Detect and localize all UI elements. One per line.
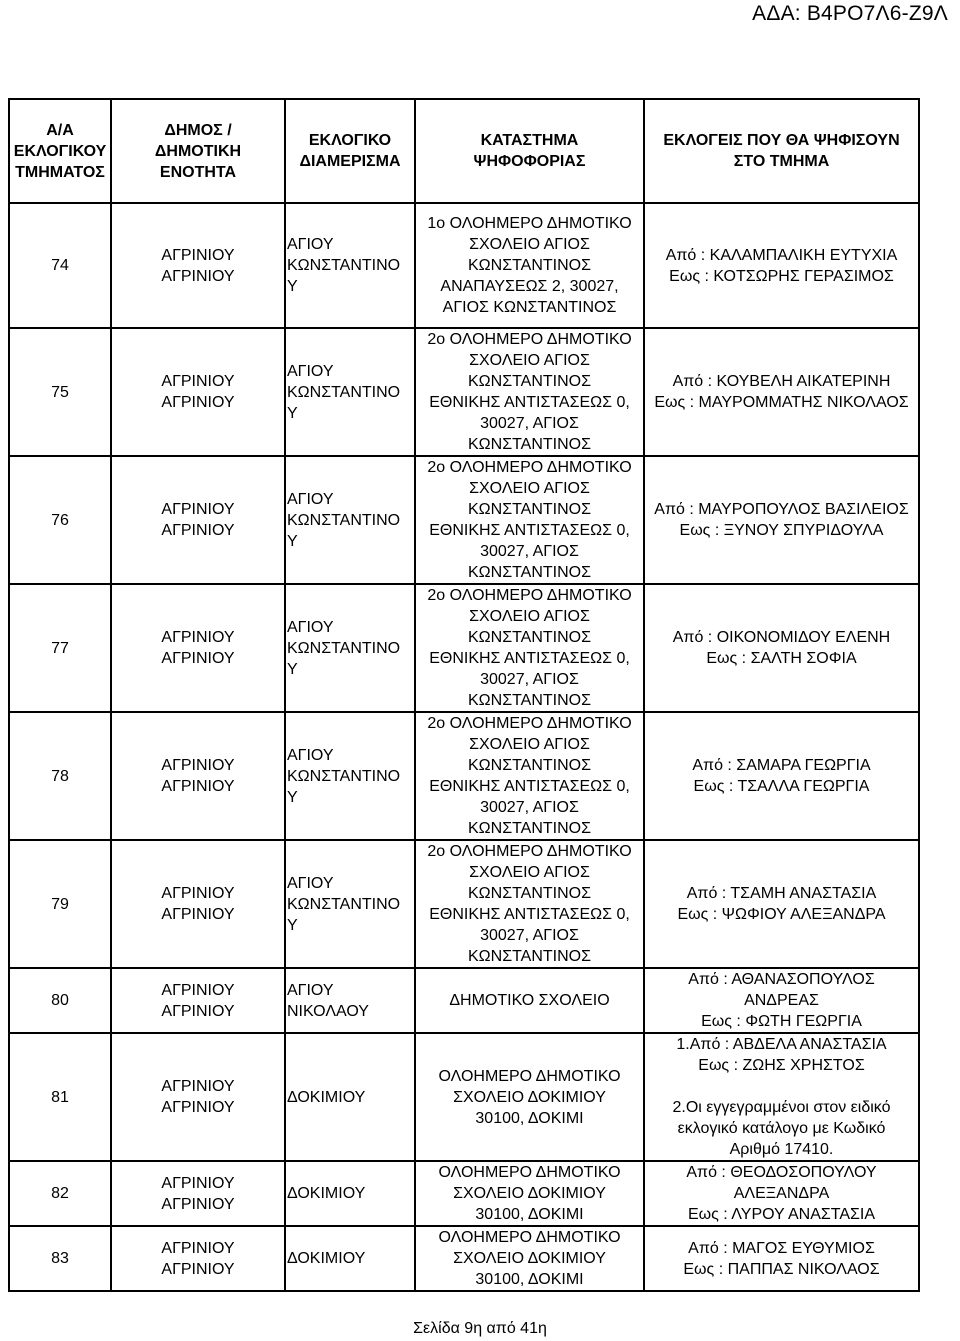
voters-range-cell: [644, 1033, 919, 1161]
table-row: [9, 456, 919, 584]
district-cell-line: ΑΓΙΟΥ: [287, 874, 334, 892]
voters-range-cell: [644, 1226, 919, 1291]
district-cell-line: ΝΙΚΟΛΑΟΥ: [287, 1002, 369, 1020]
table-row: [9, 840, 919, 968]
polling-station-cell-line: ΟΛΟΗΜΕΡΟ ΔΗΜΟΤΙΚΟ: [438, 1067, 621, 1085]
voters-range-cell-line: Από : ΟΙΚΟΝΟΜΙΔΟΥ ΕΛΕΝΗ: [672, 629, 891, 646]
polling-station-cell-line: ΣΧΟΛΕΙΟ ΔΟΚΙΜΙΟΥ: [453, 1088, 606, 1106]
municipality-cell-line: ΑΓΡΙΝΙΟΥ: [161, 629, 235, 646]
district-cell-line: ΑΓΙΟΥ: [287, 981, 334, 999]
polling-station-cell: [415, 840, 644, 968]
polling-station-cell-line: ΚΩΝΣΤΑΝΤΙΝΟΣ: [468, 564, 591, 581]
district-cell-line: ΑΓΙΟΥ: [287, 618, 334, 636]
polling-station-cell-line: ΕΘΝΙΚΗΣ ΑΝΤΙΣΤΑΣΕΩΣ 0,: [429, 778, 630, 795]
header-municipality: ΔΗΜΟΣ / ΔΗΜΟΤΙΚΗ ΕΝΟΤΗΤΑ: [111, 99, 285, 203]
polling-station-cell: [415, 712, 644, 840]
polling-station-cell-line: ΚΩΝΣΤΑΝΤΙΝΟΣ: [468, 820, 591, 837]
voters-range-cell-line: Εως : ΤΣΑΛΛΑ ΓΕΩΡΓΙΑ: [693, 778, 870, 795]
municipality-cell-line: ΑΓΡΙΝΙΟΥ: [161, 650, 235, 667]
section-number: 74: [9, 203, 111, 328]
section-number: 76: [9, 456, 111, 584]
voters-range-cell-line: Εως : ΖΩΗΣ ΧΡΗΣΤΟΣ: [698, 1057, 865, 1074]
voters-range-cell-line: Εως : ΠΑΠΠΑΣ ΝΙΚΟΛΑΟΣ: [683, 1260, 880, 1278]
district-cell-line: Υ: [287, 532, 298, 550]
polling-station-cell: [415, 1033, 644, 1161]
voters-range-cell-line: Εως : ΞΥΝΟΥ ΣΠΥΡΙΔΟΥΛΑ: [679, 522, 884, 539]
polling-station-cell-line: 30027, ΑΓΙΟΣ: [480, 415, 579, 432]
header-section-number: Α/Α ΕΚΛΟΓΙΚΟΥ ΤΜΗΜΑΤΟΣ: [9, 99, 111, 203]
header-district: ΕΚΛΟΓΙΚΟ ΔΙΑΜΕΡΙΣΜΑ: [285, 99, 415, 203]
section-number: 83: [9, 1226, 111, 1291]
district-cell: [285, 203, 415, 328]
municipality-cell-line: ΑΓΡΙΝΙΟΥ: [161, 522, 235, 539]
polling-station-cell-line: 2ο ΟΛΟΗΜΕΡΟ ΔΗΜΟΤΙΚΟ: [427, 587, 632, 604]
municipality-cell: [111, 712, 285, 840]
polling-station-cell-line: ΑΓΙΟΣ ΚΩΝΣΤΑΝΤΙΝΟΣ: [442, 299, 617, 316]
polling-station-cell-line: ΚΩΝΣΤΑΝΤΙΝΟΣ: [468, 257, 591, 274]
header-voters: ΕΚΛΟΓΕΙΣ ΠΟΥ ΘΑ ΨΗΦΙΣΟΥΝ ΣΤΟ ΤΜΗΜΑ: [644, 99, 919, 203]
district-cell-line: ΑΓΙΟΥ: [287, 236, 334, 253]
voters-range-cell-line: Από : ΤΣΑΜΗ ΑΝΑΣΤΑΣΙΑ: [686, 885, 877, 902]
voters-range-cell: [644, 968, 919, 1033]
polling-station-cell-line: 30027, ΑΓΙΟΣ: [480, 671, 579, 688]
polling-station-cell-line: ΣΧΟΛΕΙΟ ΑΓΙΟΣ: [469, 352, 590, 369]
voters-range-cell-line: Εως : ΣΑΛΤΗ ΣΟΦΙΑ: [706, 650, 857, 667]
district-cell: [285, 712, 415, 840]
district-cell-line: ΚΩΝΣΤΑΝΤΙΝΟ: [287, 767, 401, 785]
municipality-cell: [111, 840, 285, 968]
municipality-cell-line: ΑΓΡΙΝΙΟΥ: [161, 981, 235, 999]
district-cell-line: ΔΟΚΙΜΙΟΥ: [287, 1088, 366, 1106]
municipality-cell-line: ΑΓΡΙΝΙΟΥ: [161, 373, 235, 390]
ada-code: ΑΔΑ: Β4ΡΟ7Λ6-Ζ9Λ: [752, 2, 948, 25]
voters-range-cell-line: Από : ΣΑΜΑΡΑ ΓΕΩΡΓΙΑ: [692, 757, 871, 774]
page-footer: Σελίδα 9η από 41η: [413, 1320, 547, 1337]
voters-range-cell: [644, 1161, 919, 1226]
polling-station-cell-line: ΚΩΝΣΤΑΝΤΙΝΟΣ: [468, 501, 591, 518]
municipality-cell-line: ΑΓΡΙΝΙΟΥ: [161, 885, 235, 902]
district-cell: [285, 456, 415, 584]
polling-station-cell: [415, 1161, 644, 1226]
district-cell-line: ΚΩΝΣΤΑΝΤΙΝΟ: [287, 511, 401, 529]
municipality-cell: [111, 328, 285, 456]
table-row: [9, 203, 919, 328]
voters-range-cell-line: [646, 1076, 917, 1097]
polling-station-cell-line: ΚΩΝΣΤΑΝΤΙΝΟΣ: [468, 757, 591, 774]
municipality-cell: [111, 203, 285, 328]
district-cell: [285, 328, 415, 456]
municipality-cell: [111, 584, 285, 712]
voters-range-cell-line: Από : ΑΘΑΝΑΣΟΠΟΥΛΟΣ: [688, 971, 875, 988]
polling-station-cell-line: ΕΘΝΙΚΗΣ ΑΝΤΙΣΤΑΣΕΩΣ 0,: [429, 906, 630, 923]
municipality-cell: [111, 1226, 285, 1291]
section-number: 75: [9, 328, 111, 456]
municipality-cell: [111, 968, 285, 1033]
voters-range-cell: [644, 328, 919, 456]
voters-range-cell-line: 1.Από : ΑΒΔΕΛΑ ΑΝΑΣΤΑΣΙΑ: [676, 1036, 887, 1053]
voters-range-cell-line: Εως : ΨΩΦΙΟΥ ΑΛΕΞΑΝΔΡΑ: [677, 906, 886, 923]
section-number: 77: [9, 584, 111, 712]
table-row: [9, 1226, 919, 1291]
district-cell-line: ΔΟΚΙΜΙΟΥ: [287, 1185, 366, 1202]
section-number: 82: [9, 1161, 111, 1226]
voters-range-cell-line: Από : ΜΑΓΟΣ ΕΥΘΥΜΙΟΣ: [688, 1239, 875, 1257]
polling-station-cell-line: 30100, ΔΟΚΙΜΙ: [475, 1271, 584, 1288]
polling-station-cell: [415, 1226, 644, 1291]
municipality-cell-line: ΑΓΡΙΝΙΟΥ: [161, 1174, 235, 1192]
municipality-cell-line: ΑΓΡΙΝΙΟΥ: [161, 1195, 235, 1213]
voters-range-cell: [644, 840, 919, 968]
municipality-cell: [111, 456, 285, 584]
polling-station-cell-line: 30027, ΑΓΙΟΣ: [480, 543, 579, 560]
district-cell-line: ΑΓΙΟΥ: [287, 490, 334, 508]
district-cell-line: Υ: [287, 404, 298, 422]
municipality-cell-line: ΑΓΡΙΝΙΟΥ: [161, 757, 235, 774]
polling-station-cell-line: 2ο ΟΛΟΗΜΕΡΟ ΔΗΜΟΤΙΚΟ: [427, 459, 632, 476]
voters-range-cell-line: Εως : ΛΥΡΟΥ ΑΝΑΣΤΑΣΙΑ: [687, 1206, 876, 1223]
polling-station-cell: [415, 456, 644, 584]
polling-station-cell-line: ΚΩΝΣΤΑΝΤΙΝΟΣ: [468, 629, 591, 646]
district-cell-line: ΚΩΝΣΤΑΝΤΙΝΟ: [287, 895, 401, 913]
district-cell-line: Υ: [287, 916, 298, 934]
voters-range-cell-line: 2.Οι εγγεγραμμένοι στον ειδικό: [672, 1099, 891, 1116]
municipality-cell-line: ΑΓΡΙΝΙΟΥ: [161, 1099, 235, 1116]
district-cell: [285, 968, 415, 1033]
section-number: 80: [9, 968, 111, 1033]
district-cell-line: Υ: [287, 788, 298, 806]
polling-station-cell: [415, 584, 644, 712]
district-cell: [285, 1161, 415, 1226]
voters-range-cell-line: Αριθμό 17410.: [729, 1141, 834, 1158]
table-row: [9, 968, 919, 1033]
district-cell-line: Υ: [287, 660, 298, 678]
district-cell-line: ΚΩΝΣΤΑΝΤΙΝΟ: [287, 383, 401, 401]
voters-range-cell-line: Εως : ΚΟΤΣΩΡΗΣ ΓΕΡΑΣΙΜΟΣ: [669, 267, 894, 285]
polling-station-cell-line: ΕΘΝΙΚΗΣ ΑΝΤΙΣΤΑΣΕΩΣ 0,: [429, 522, 630, 539]
polling-station-cell-line: ΚΩΝΣΤΑΝΤΙΝΟΣ: [468, 436, 591, 453]
polling-station-cell-line: ΚΩΝΣΤΑΝΤΙΝΟΣ: [468, 373, 591, 390]
table-row: [9, 1033, 919, 1161]
municipality-cell-line: ΑΓΡΙΝΙΟΥ: [161, 267, 235, 285]
municipality-cell-line: ΑΓΡΙΝΙΟΥ: [161, 501, 235, 518]
polling-station-cell-line: 30027, ΑΓΙΟΣ: [480, 799, 579, 816]
section-number: 78: [9, 712, 111, 840]
municipality-cell: [111, 1161, 285, 1226]
voters-range-cell-line: Από : ΚΟΥΒΕΛΗ ΑΙΚΑΤΕΡΙΝΗ: [672, 373, 891, 390]
voters-range-cell: [644, 712, 919, 840]
voters-range-cell-line: εκλογικό κατάλογο με Κωδικό: [677, 1120, 886, 1137]
polling-station-cell-line: 30100, ΔΟΚΙΜΙ: [475, 1206, 584, 1223]
table-row: [9, 328, 919, 456]
voters-range-cell: [644, 203, 919, 328]
polling-station-cell: [415, 968, 644, 1033]
district-cell: [285, 584, 415, 712]
polling-station-cell-line: ΔΗΜΟΤΙΚΟ ΣΧΟΛΕΙΟ: [449, 992, 610, 1009]
district-cell-line: ΑΓΙΟΥ: [287, 746, 334, 764]
polling-station-cell-line: ΣΧΟΛΕΙΟ ΑΓΙΟΣ: [469, 236, 590, 253]
polling-station-cell-line: ΣΧΟΛΕΙΟ ΑΓΙΟΣ: [469, 608, 590, 625]
municipality-cell-line: ΑΓΡΙΝΙΟΥ: [161, 1260, 235, 1278]
district-cell: [285, 1226, 415, 1291]
header-polling-station: ΚΑΤΑΣΤΗΜΑ ΨΗΦΟΦΟΡΙΑΣ: [415, 99, 644, 203]
header-row: [9, 99, 919, 203]
polling-station-cell-line: ΕΘΝΙΚΗΣ ΑΝΤΙΣΤΑΣΕΩΣ 0,: [429, 650, 630, 667]
municipality-cell-line: ΑΓΡΙΝΙΟΥ: [161, 246, 235, 264]
section-number: 81: [9, 1033, 111, 1161]
polling-station-cell-line: ΑΝΑΠΑΥΣΕΩΣ 2, 30027,: [440, 278, 619, 295]
polling-station-cell-line: ΟΛΟΗΜΕΡΟ ΔΗΜΟΤΙΚΟ: [438, 1229, 621, 1246]
voters-range-cell-line: Από : ΘΕΟΔΟΣΟΠΟΥΛΟΥ: [686, 1164, 877, 1181]
polling-station-cell-line: ΣΧΟΛΕΙΟ ΔΟΚΙΜΙΟΥ: [453, 1185, 606, 1202]
polling-stations-table: [8, 98, 920, 1292]
municipality-cell-line: ΑΓΡΙΝΙΟΥ: [161, 394, 235, 411]
district-cell: [285, 1033, 415, 1161]
polling-station-cell-line: ΣΧΟΛΕΙΟ ΑΓΙΟΣ: [469, 736, 590, 753]
district-cell-line: ΚΩΝΣΤΑΝΤΙΝΟ: [287, 257, 401, 274]
table-row: [9, 1161, 919, 1226]
district-cell-line: Υ: [287, 278, 298, 295]
voters-range-cell: [644, 456, 919, 584]
table-row: [9, 584, 919, 712]
district-cell-line: ΚΩΝΣΤΑΝΤΙΝΟ: [287, 639, 401, 657]
municipality-cell: [111, 1033, 285, 1161]
municipality-cell-line: ΑΓΡΙΝΙΟΥ: [161, 1239, 235, 1257]
polling-station-cell-line: ΚΩΝΣΤΑΝΤΙΝΟΣ: [468, 948, 591, 965]
district-cell-line: ΔΟΚΙΜΙΟΥ: [287, 1250, 366, 1267]
voters-range-cell-line: Εως : ΜΑΥΡΟΜΜΑΤΗΣ ΝΙΚΟΛΑΟΣ: [654, 394, 909, 411]
voters-range-cell-line: ΑΛΕΞΑΝΔΡΑ: [733, 1185, 830, 1202]
district-cell-line: ΑΓΙΟΥ: [287, 362, 334, 380]
municipality-cell-line: ΑΓΡΙΝΙΟΥ: [161, 1078, 235, 1095]
polling-station-cell-line: ΣΧΟΛΕΙΟ ΑΓΙΟΣ: [469, 480, 590, 497]
municipality-cell-line: ΑΓΡΙΝΙΟΥ: [161, 1002, 235, 1020]
voters-range-cell-line: Εως : ΦΩΤΗ ΓΕΩΡΓΙΑ: [701, 1013, 862, 1030]
polling-station-cell-line: ΣΧΟΛΕΙΟ ΔΟΚΙΜΙΟΥ: [453, 1250, 606, 1267]
polling-station-cell: [415, 203, 644, 328]
municipality-cell-line: ΑΓΡΙΝΙΟΥ: [161, 906, 235, 923]
district-cell: [285, 840, 415, 968]
voters-range-cell-line: Από : ΜΑΥΡΟΠΟΥΛΟΣ ΒΑΣΙΛΕΙΟΣ: [654, 501, 909, 518]
table-row: [9, 712, 919, 840]
voters-range-cell-line: ΑΝΔΡΕΑΣ: [744, 992, 819, 1009]
polling-station-cell-line: ΚΩΝΣΤΑΝΤΙΝΟΣ: [468, 692, 591, 709]
polling-station-cell-line: 2ο ΟΛΟΗΜΕΡΟ ΔΗΜΟΤΙΚΟ: [427, 843, 632, 860]
polling-station-cell-line: ΚΩΝΣΤΑΝΤΙΝΟΣ: [468, 885, 591, 902]
polling-station-cell-line: ΣΧΟΛΕΙΟ ΑΓΙΟΣ: [469, 864, 590, 881]
polling-station-cell-line: ΕΘΝΙΚΗΣ ΑΝΤΙΣΤΑΣΕΩΣ 0,: [429, 394, 630, 411]
polling-station-cell-line: ΟΛΟΗΜΕΡΟ ΔΗΜΟΤΙΚΟ: [438, 1164, 621, 1181]
municipality-cell-line: ΑΓΡΙΝΙΟΥ: [161, 778, 235, 795]
section-number: 79: [9, 840, 111, 968]
voters-range-cell: [644, 584, 919, 712]
voters-range-cell-line: Από : ΚΑΛΑΜΠΑΛΙΚΗ ΕΥΤΥΧΙΑ: [665, 246, 898, 264]
polling-station-cell-line: 30100, ΔΟΚΙΜΙ: [475, 1109, 584, 1127]
polling-station-cell-line: 2ο ΟΛΟΗΜΕΡΟ ΔΗΜΟΤΙΚΟ: [427, 715, 632, 732]
polling-station-cell-line: 30027, ΑΓΙΟΣ: [480, 927, 579, 944]
polling-station-cell-line: 2ο ΟΛΟΗΜΕΡΟ ΔΗΜΟΤΙΚΟ: [427, 331, 632, 348]
polling-station-cell-line: 1ο ΟΛΟΗΜΕΡΟ ΔΗΜΟΤΙΚΟ: [427, 215, 632, 232]
polling-station-cell: [415, 328, 644, 456]
